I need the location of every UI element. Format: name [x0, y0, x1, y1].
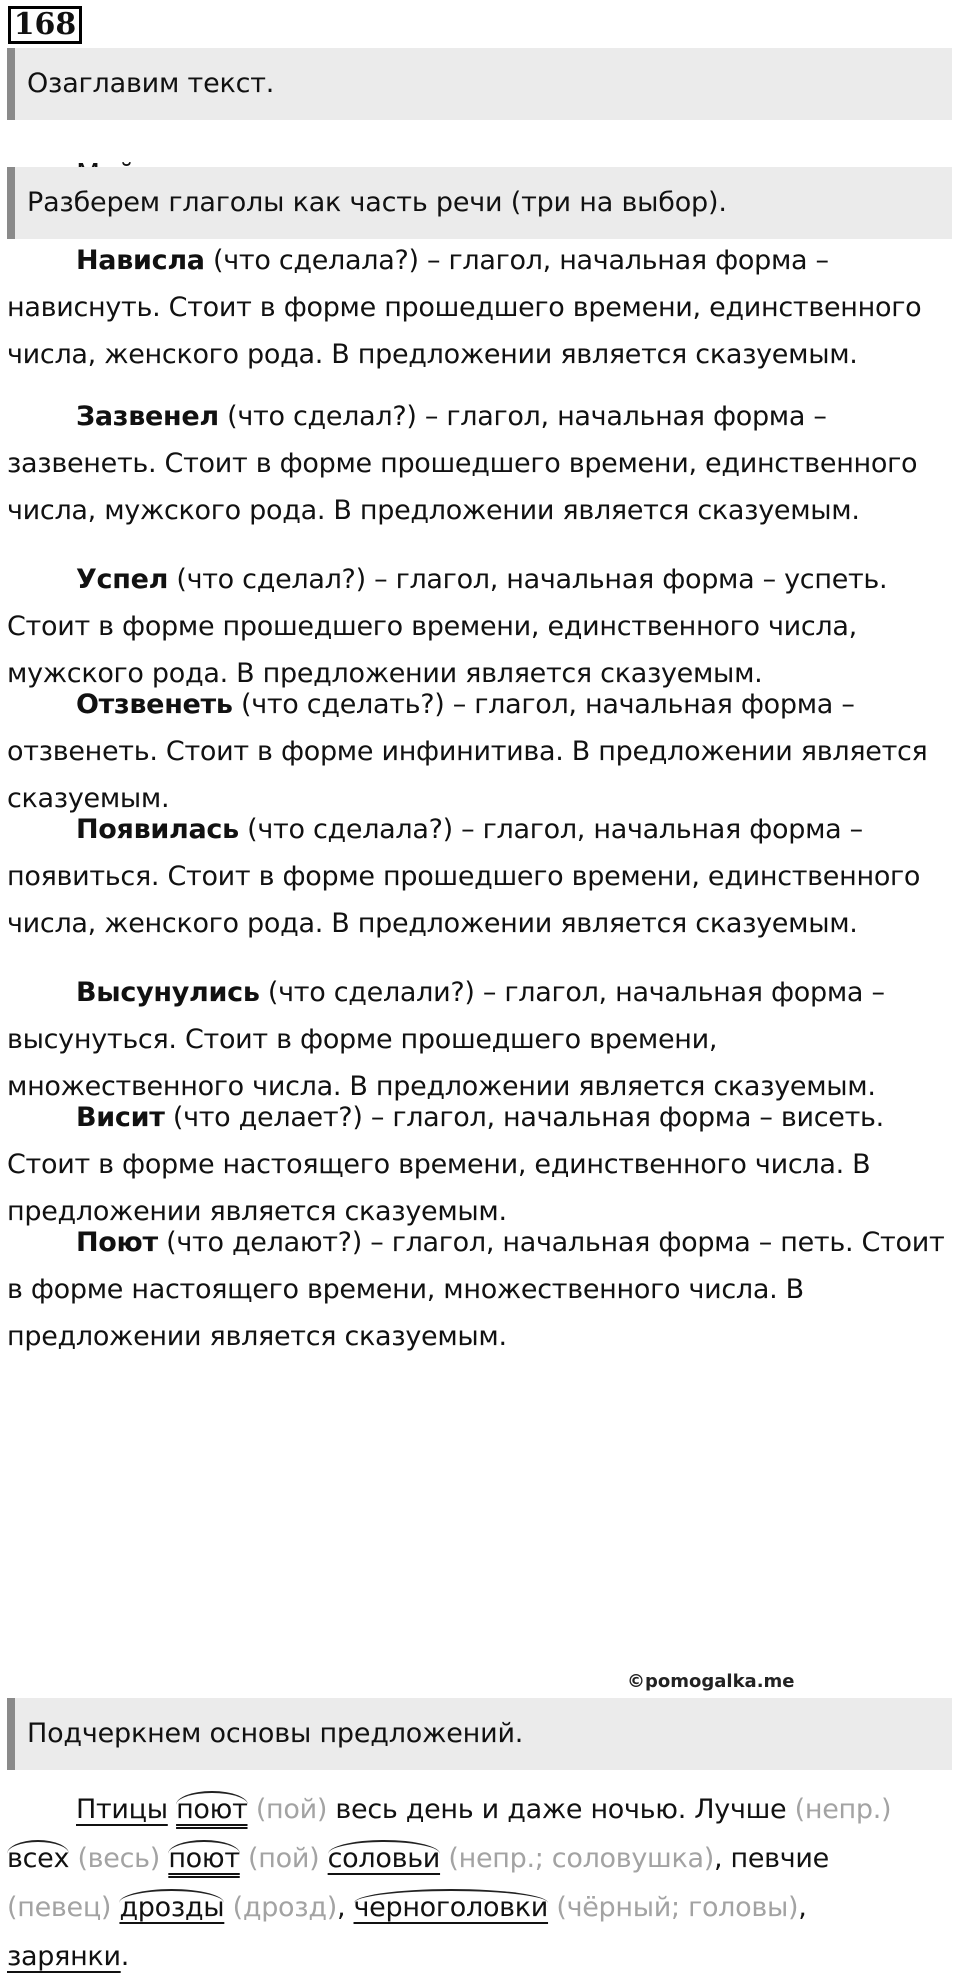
verification-word: (певец) [7, 1892, 112, 1923]
subject-word: Птицы [76, 1794, 168, 1825]
watermark: ©pomogalka.me [627, 1671, 795, 1692]
plain-text: , [336, 1892, 354, 1923]
verb-description: (что сделала?) – глагол, начальная форма – появиться. Стоит в форме прошедшего времени, единственного числа, женского рода. В предложении является сказуемым. [7, 814, 921, 939]
verb-word: Висит [76, 1102, 165, 1133]
verb-word: Появилась [76, 814, 239, 845]
verification-word: (пой) [248, 1843, 320, 1874]
subject-word: зарянки [7, 1941, 121, 1972]
verb-paragraph [7, 393, 952, 534]
predicate-word: поют [176, 1791, 247, 1825]
space [168, 1794, 176, 1825]
verification-word: (непр.; соловушка) [448, 1843, 714, 1874]
verb-paragraph [7, 237, 952, 378]
verification-word: (весь) [77, 1843, 161, 1874]
analyzed-word: всех [7, 1840, 69, 1874]
verb-word: Нависла [76, 245, 205, 276]
predicate-word: поют [168, 1840, 239, 1874]
plain-text: . [120, 1941, 129, 1972]
example-line-4 [7, 1932, 957, 1982]
verb-description: (что делают?) – глагол, начальная форма – петь. Стоит в форме настоящего времени, множественного числа. В предложении является сказуемым. [7, 1227, 945, 1352]
verb-paragraph [7, 1094, 952, 1235]
verification-word: (чёрный; головы) [556, 1892, 799, 1923]
space [319, 1843, 327, 1874]
section-header-grammar-base: Подчеркнем основы предложений. [7, 1698, 952, 1770]
verb-description: (что сделал?) – глагол, начальная форма – зазвенеть. Стоит в форме прошедшего времени, единственного числа, мужского рода. В предложении является сказуемым. [7, 401, 918, 526]
verb-description: (что сделать?) – глагол, начальная форма – отзвенеть. Стоит в форме инфинитива. В предложении является сказуемым. [7, 689, 928, 814]
space [248, 1794, 256, 1825]
task-number: 168 [8, 6, 82, 44]
plain-text: , певчие [713, 1843, 829, 1874]
verb-paragraph [7, 556, 952, 697]
section-header-verbs: Разберем глаголы как часть речи (три на выбор). [7, 167, 952, 239]
example-line-2 [7, 1834, 957, 1884]
verb-description: (что делает?) – глагол, начальная форма – висеть. Стоит в форме настоящего времени, единственного числа. В предложении является сказуемым. [7, 1102, 884, 1227]
subject-word: дрозды [119, 1889, 224, 1923]
verification-word: (дрозд) [232, 1892, 337, 1923]
plain-text: весь день и даже ночью. Лучше [327, 1794, 795, 1825]
space [240, 1843, 248, 1874]
section-header-title: Озаглавим текст. [7, 48, 952, 120]
subject-word: черноголовки [354, 1889, 549, 1923]
verb-description: (что сделала?) – глагол, начальная форма – нависнуть. Стоит в форме прошедшего времени, единственного числа, женского рода. В предложении является сказуемым. [7, 245, 922, 370]
verb-paragraph [7, 1219, 952, 1360]
example-line-1 [76, 1785, 960, 1835]
subject-word: соловьи [328, 1840, 440, 1874]
verb-word: Высунулись [76, 977, 260, 1008]
verb-description: (что сделали?) – глагол, начальная форма – высунуться. Стоит в форме прошедшего времени, множественного числа. В предложении является сказуемым. [7, 977, 885, 1102]
verb-description: (что сделал?) – глагол, начальная форма – успеть. Стоит в форме прошедшего времени, единственного числа, мужского рода. В предложении является сказуемым. [7, 564, 888, 689]
verb-word: Зазвенел [76, 401, 219, 432]
verification-word: (непр.) [794, 1794, 892, 1825]
verb-word: Отзвенеть [76, 689, 233, 720]
verification-word: (пой) [255, 1794, 328, 1825]
verb-paragraph [7, 969, 952, 1110]
verb-word: Успел [76, 564, 169, 595]
example-line-3 [7, 1883, 957, 1933]
verb-paragraph [7, 681, 952, 822]
verb-paragraph [7, 806, 952, 947]
verb-word: Поют [76, 1227, 158, 1258]
plain-text: , [798, 1892, 807, 1923]
space [224, 1892, 232, 1923]
